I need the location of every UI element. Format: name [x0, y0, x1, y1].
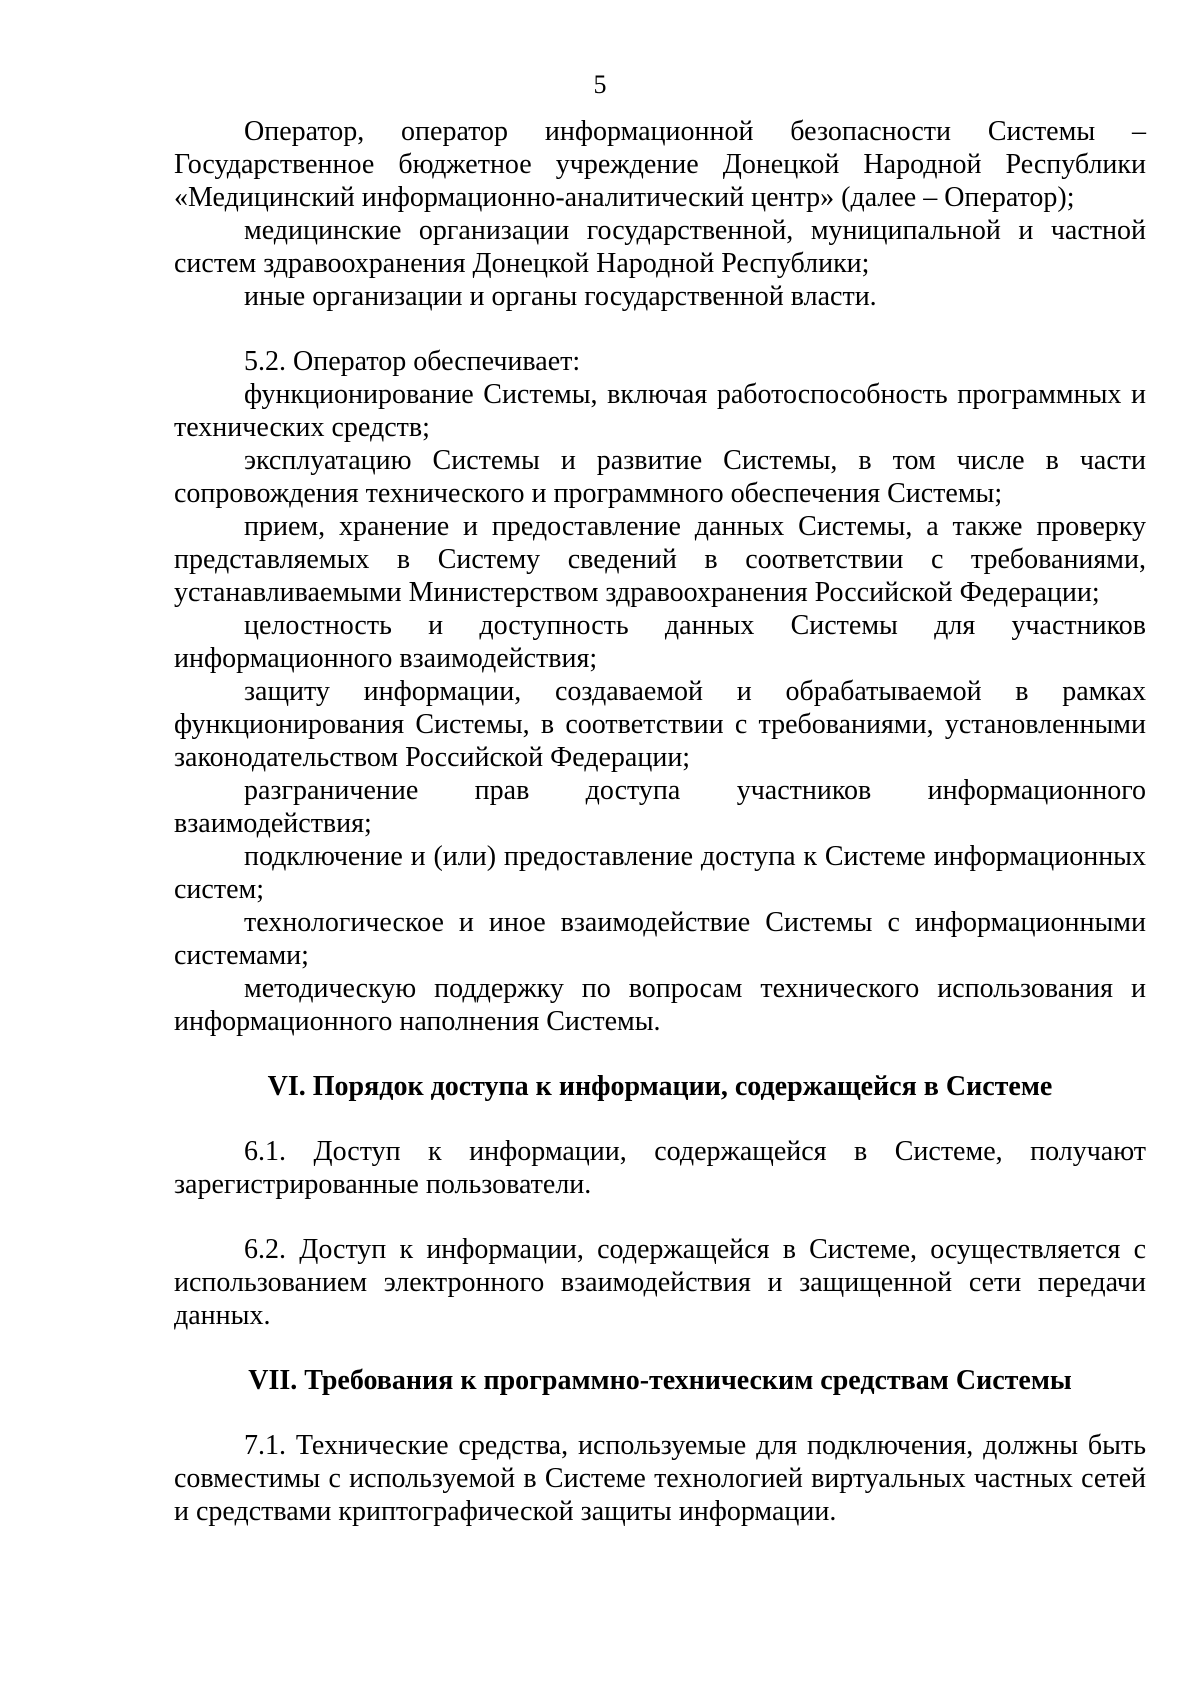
paragraph-other-organizations: иные организации и органы государственной власти.: [244, 281, 877, 312]
document-body: [174, 115, 1146, 1528]
paragraph-7-1: 7.1. Технические средства, используемые для подключения, должны быть совместимы с используемой в Системе технологией виртуальных частных сетей и средствами криптографической защиты информации.: [174, 1430, 1146, 1527]
section-7-heading: VII. Требования к программно-техническим средствам Системы: [248, 1365, 1072, 1396]
list-item: эксплуатацию Системы и развитие Системы, в том числе в части сопровождения технического и программного обеспечения Системы;: [174, 445, 1146, 509]
list-item: целостность и доступность данных Системы для участников информационного взаимодействия;: [174, 610, 1146, 674]
list-item: функционирование Системы, включая работоспособность программных и технических средств;: [174, 379, 1146, 443]
section-6-heading: VI. Порядок доступа к информации, содержащейся в Системе: [267, 1071, 1053, 1102]
list-item: методическую поддержку по вопросам технического использования и информационного наполнения Системы.: [174, 973, 1146, 1037]
paragraph-5-2-intro: 5.2. Оператор обеспечивает:: [244, 346, 581, 377]
spacer: [174, 1038, 1146, 1070]
spacer: [174, 313, 1146, 345]
list-item: прием, хранение и предоставление данных Системы, а также проверку представляемых в Систему сведений в соответствии с требованиями, устанавливаемыми Министерством здравоохранения Российской Федерации;: [174, 511, 1146, 608]
list-item: защиту информации, создаваемой и обрабатываемой в рамках функционирования Системы, в соответствии с требованиями, установленными законодательством Российской Федерации;: [174, 676, 1146, 773]
list-item: подключение и (или) предоставление доступа к Системе информационных систем;: [174, 841, 1146, 905]
list-item: технологическое и иное взаимодействие Системы с информационными системами;: [174, 907, 1146, 971]
spacer: [174, 1397, 1146, 1429]
paragraph-medical-organizations: медицинские организации государственной, муниципальной и частной систем здравоохранения Донецкой Народной Республики;: [174, 215, 1146, 279]
page-number: 5: [593, 70, 607, 99]
paragraph-operator: Оператор, оператор информационной безопасности Системы – Государственное бюджетное учреждение Донецкой Народной Республики «Медицинский информационно-аналитический центр» (далее – Оператор);: [174, 116, 1146, 213]
spacer: [174, 1201, 1146, 1233]
paragraph-6-2: 6.2. Доступ к информации, содержащейся в Системе, осуществляется с использованием электронного взаимодействия и защищенной сети передачи данных.: [174, 1234, 1146, 1331]
paragraph-6-1: 6.1. Доступ к информации, содержащейся в Системе, получают зарегистрированные пользователи.: [174, 1136, 1146, 1200]
spacer: [174, 1103, 1146, 1135]
list-item: разграничение прав доступа участников информационного взаимодействия;: [174, 775, 1146, 839]
spacer: [174, 1332, 1146, 1364]
